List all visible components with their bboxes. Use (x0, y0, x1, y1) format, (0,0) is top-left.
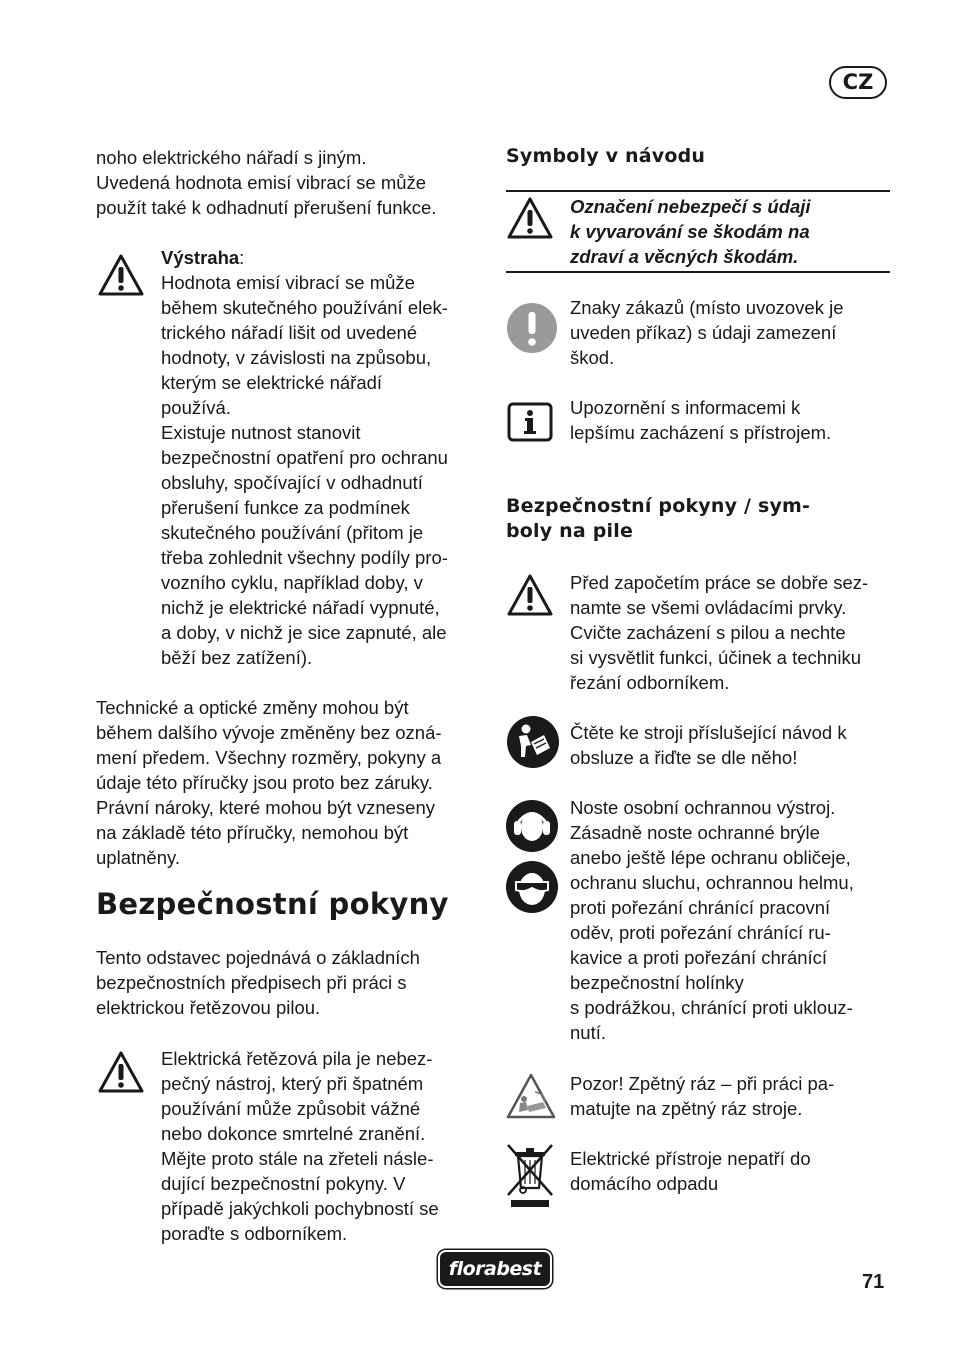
exclamation-circle-icon (506, 302, 558, 354)
text-line: bezpečnostních předpisech při práci s (96, 972, 407, 993)
ppe-text (570, 795, 890, 1045)
text-line: uplatněny. (96, 847, 180, 868)
warning-line: trického nářadí lišit od uvedené (161, 322, 418, 343)
text-line: lepšímu zacházení s přístrojem. (570, 422, 832, 443)
crossed-bin-icon (505, 1142, 555, 1208)
warning-line: Mějte proto stále na zřeteli násle- (161, 1148, 434, 1169)
text-line: s podrážkou, chránící proti uklouz- (570, 997, 853, 1018)
divider (506, 190, 890, 192)
warning-line: a doby, v nichž je sice zapnuté, ale (161, 622, 447, 643)
text-line: domácího odpadu (570, 1173, 719, 1194)
text-line: Noste osobní ochrannou výstroj. (570, 797, 836, 818)
text-line: obsluze a řiďte se dle něho! (570, 747, 798, 768)
warning-line: používá. (161, 397, 231, 418)
florabest-logo: florabest (440, 1252, 550, 1286)
warning-line: kterým se elektrické nářadí (161, 372, 383, 393)
section-intro (96, 945, 486, 1020)
kickback-warning-icon (505, 1072, 557, 1120)
before-work-text (570, 570, 890, 695)
warning-triangle-icon (97, 253, 145, 297)
warning-line: Hodnota emisí vibrací se může (161, 272, 415, 293)
heading-line: boly na pile (506, 520, 634, 542)
technical-changes-text (96, 695, 486, 870)
text-line: proti pořezání chránící pracovní (570, 897, 831, 918)
warning-line: poraďte s odborníkem. (161, 1223, 348, 1244)
warning-line: Elektrická řetězová pila je nebez- (161, 1048, 433, 1069)
text-line: řezání odborníkem. (570, 672, 730, 693)
text-line: Elektrické přístroje nepatří do (570, 1148, 811, 1169)
warning-line: během skutečného používání elek- (161, 297, 448, 318)
symbols-heading: Symboly v návodu (506, 145, 706, 167)
text-line: nutí. (570, 1022, 606, 1043)
text-line: Před započetím práce se dobře sez- (570, 572, 869, 593)
divider (506, 271, 890, 273)
text-line: Zásadně noste ochranné brýle (570, 822, 820, 843)
warning-line: přerušení funkce za podmínek (161, 497, 410, 518)
text-line: Právní nároky, které mohou být vzneseny (96, 797, 435, 818)
weee-text (570, 1146, 890, 1196)
intro-text (96, 145, 486, 220)
note-line: Označení nebezpečí s údaji (570, 196, 811, 217)
chainsaw-warning (161, 1046, 491, 1246)
intro-line: použít také k odhadnutí přerušení funkce. (96, 197, 437, 218)
warning-title: Výstraha (161, 247, 240, 268)
text-line: ochranu sluchu, ochrannou helmu, (570, 872, 854, 893)
warning-title-suffix: : (239, 247, 245, 268)
kickback-text (570, 1071, 890, 1121)
info-icon (507, 402, 553, 442)
warning-line: obsluhy, spočívající v odhadnutí (161, 472, 423, 493)
text-line: Pozor! Zpětný ráz – při práci pa- (570, 1073, 835, 1094)
intro-line: Uvedená hodnota emisí vibrací se může (96, 172, 427, 193)
page-number: 71 (862, 1271, 885, 1293)
text-line: matujte na zpětný ráz stroje. (570, 1098, 803, 1119)
warning-triangle-icon (506, 573, 554, 617)
text-line: Čtěte ke stroji příslušející návod k (570, 722, 847, 743)
eye-protection-icon (505, 860, 559, 914)
warning-line: běží bez zatížení). (161, 647, 313, 668)
note-line: zdraví a věcných škodám. (570, 246, 799, 267)
warning-line: vozního cyklu, například doby, v (161, 572, 423, 593)
text-line: škod. (570, 347, 615, 368)
text-line: bezpečnostní holínky (570, 972, 744, 993)
warning-line: Existuje nutnost stanovit (161, 422, 361, 443)
text-line: kavice a proti pořezání chránící (570, 947, 828, 968)
warning-line: nichž je elektrické nářadí vypnuté, (161, 597, 440, 618)
vibration-warning (161, 245, 491, 670)
warning-line: používání může způsobit vážné (161, 1098, 421, 1119)
read-manual-icon (506, 715, 560, 769)
warning-line: pečný nástroj, který při špatném (161, 1073, 424, 1094)
warning-line: bezpečnostní opatření pro ochranu (161, 447, 448, 468)
warning-line: hodnoty, v závislosti na způsobu, (161, 347, 432, 368)
warning-line: skutečného používání (přitom je (161, 522, 424, 543)
warning-triangle-icon (506, 196, 554, 240)
text-line: na základě této příručky, nemohou být (96, 822, 409, 843)
text-line: elektrickou řetězovou pilou. (96, 997, 321, 1018)
warning-line: nebo dokonce smrtelné zranění. (161, 1123, 426, 1144)
text-line: anebo ještě lépe ochranu obličeje, (570, 847, 851, 868)
text-line: údaje této příručky jsou proto bez záruky. (96, 772, 433, 793)
hearing-protection-icon (505, 799, 559, 853)
text-line: Znaky zákazů (místo uvozovek je (570, 297, 844, 318)
prohibition-text (570, 295, 890, 370)
warning-line: třeba zohlednit všechny podíly pro- (161, 547, 448, 568)
warning-line: případě jakýchkoli pochybností se (161, 1198, 439, 1219)
text-line: si vysvětlit funkci, účinek a techniku (570, 647, 861, 668)
text-line: Cvičte zacházení s pilou a nechte (570, 622, 846, 643)
text-line: oděv, proti pořezání chránící ru- (570, 922, 831, 943)
intro-line: noho elektrického nářadí s jiným. (96, 147, 367, 168)
text-line: během dalšího vývoje změněny bez ozná- (96, 722, 442, 743)
text-line: uveden příkaz) s údaji zamezení (570, 322, 837, 343)
danger-note (570, 194, 890, 269)
info-text (570, 395, 890, 445)
warning-line: dující bezpečnostní pokyny. V (161, 1173, 406, 1194)
note-line: k vyvarování se škodám na (570, 221, 810, 242)
text-line: Upozornění s informacemi k (570, 397, 801, 418)
section-title: Bezpečnostní pokyny (96, 887, 449, 921)
warning-heading (161, 245, 491, 270)
text-line: Technické a optické změny mohou být (96, 697, 409, 718)
text-line: mení předem. Všechny rozměry, pokyny a (96, 747, 442, 768)
read-manual-text (570, 720, 890, 770)
heading-line: Bezpečnostní pokyny / sym- (506, 495, 811, 517)
language-badge: CZ (829, 66, 887, 99)
saw-symbols-heading (506, 494, 890, 544)
warning-triangle-icon (97, 1050, 145, 1094)
text-line: namte se všemi ovládacími prvky. (570, 597, 847, 618)
text-line: Tento odstavec pojednává o základních (96, 947, 420, 968)
